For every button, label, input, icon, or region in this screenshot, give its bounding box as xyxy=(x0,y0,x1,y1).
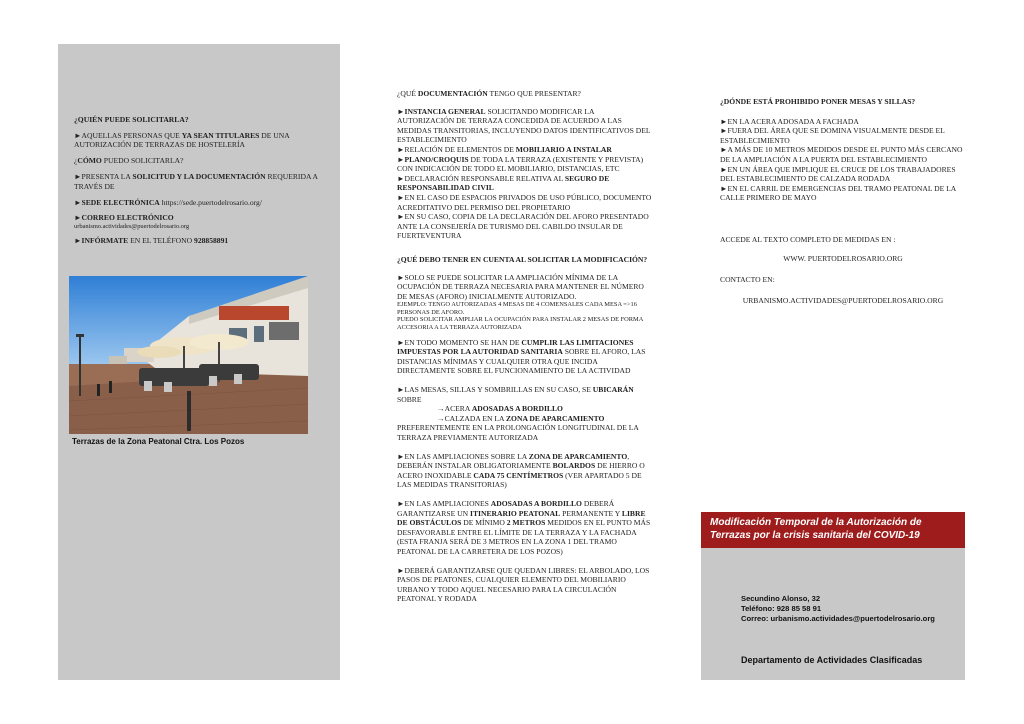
prohibited-item-3: ►A MÁS DE 10 METROS MEDIDOS DESDE EL PUNTO MÁS CERCANO DE LA AMPLIACIÓN A LA PUERTA DEL ESTABLECIMIENTO xyxy=(720,145,963,164)
telefono-info: ►INFÓRMATE EN EL TELÉFONO 928858891 xyxy=(74,236,229,246)
doc-item-plano: ►PLANO/CROQUIS DE TODA LA TERRAZA (EXISTENTE Y PREVISTA) CON INDICACIÓN DE TODO EL MOBILIARIO, DISTANCIAS, ETC xyxy=(397,154,644,174)
consider-example-1: EJEMPLO: TENGO AUTORIZADAS 4 MESAS DE 4 COMENSALES CADA MESA =>16 PERSONAS DE AFORO. xyxy=(397,301,637,316)
contact-address: Secundino Alonso, 32 xyxy=(741,594,821,603)
prohibited-item-2: ►FUERA DEL ÁREA QUE SE DOMINA VISUALMENTE DESDE EL ESTABLECIMIENTO xyxy=(720,126,945,145)
consider-item-libres: ►DEBERÁ GARANTIZARSE QUE QUEDAN LIBRES: EL ARBOLADO, LOS PASOS DE PEATONES, CUALQUIER ELEMENTO DEL MOBILIARIO URBANO Y TODO AQUEL NECESARIO PARA LA CIRCULACIÓN PEATONAL Y RODADA xyxy=(397,565,650,604)
question-consider: ¿QUÉ DEBO TENER EN CUENTA AL SOLICITAR LA MODIFICACIÓN? xyxy=(397,254,648,264)
brochure-title-banner: Modificación Temporal de la Autorización de Terrazas por la crisis sanitaria del COVID-19 xyxy=(701,512,965,548)
consider-ubicacion-calzada: →CALZADA EN LA ZONA DE APARCAMIENTO xyxy=(437,413,605,423)
right-column xyxy=(720,97,966,311)
consider-item-limitaciones: ►EN TODO MOMENTO SE HAN DE CUMPLIR LAS LIMITACIONES IMPUESTAS POR LA AUTORIDAD SANITARIA SOBRE EL AFORO, LAS DISTANCIAS MÍNIMAS Y CUALQUIER OTRA QUE INCIDA DIRECTAMENTE SOBRE EL FUNCIONAMIENTO DE LA ACTIVIDAD xyxy=(397,337,646,376)
contact-email[interactable]: Correo: urbanismo.actividades@puertodelrosario.org xyxy=(741,614,935,623)
middle-column xyxy=(397,89,652,610)
consider-item-aparcamiento: ►EN LAS AMPLIACIONES SOBRE LA ZONA DE APARCAMIENTO, DEBERÁN INSTALAR OBLIGATORIAMENTE BOLARDOS DE HIERRO O ACERO INOXIDABLE CADA 75 CENTÍMETROS (VER APARTADO 5 DE LAS MEDIDAS TRANSITORIAS) xyxy=(397,451,645,490)
sede-link[interactable]: https://sede.puertodelrosario.org/ xyxy=(159,197,262,207)
terrace-photo-illustration xyxy=(69,276,308,434)
consider-ubicacion-detail: PREFERENTEMENTE EN LA PROLONGACIÓN LONGITUDINAL DE LA TERRAZA PREVIAMENTE AUTORIZADA xyxy=(397,423,639,442)
prohibited-item-1: ►EN LA ACERA ADOSADA A FACHADA xyxy=(720,116,859,126)
terrace-photo xyxy=(69,276,308,434)
prohibited-item-4: ►EN UN ÁREA QUE IMPLIQUE EL CRUCE DE LOS TRABAJADORES DEL ESTABLECIMIENTO DE CALZADA RODADA xyxy=(720,164,956,184)
question-who: ¿QUIÉN PUEDE SOLICITARLA? xyxy=(74,115,189,124)
answer-how: ►PRESENTA LA SOLICITUD Y LA DOCUMENTACIÓN REQUERIDA A TRAVÉS DE xyxy=(74,172,318,191)
department-name: Departamento de Actividades Clasificadas xyxy=(741,655,923,665)
doc-item-seguro: ►DECLARACIÓN RESPONSABLE RELATIVA AL SEGURO DE RESPONSABILIDAD CIVIL xyxy=(397,173,610,193)
contact-phone: Teléfono: 928 85 58 91 xyxy=(741,604,822,613)
doc-item-aforo: ►EN SU CASO, COPIA DE LA DECLARACIÓN DEL AFORO PRESENTADO ANTE LA CONSEJERÍA DE TURISMO DEL CABILDO INSULAR DE FUERTEVENTURA xyxy=(397,212,649,241)
consider-example-2: PUEDO SOLICITAR AMPLIAR LA OCUPACIÓN PARA INSTALAR 2 MESAS DE FORMA ACCESORIA A LA TERRAZA AUTORIZADA xyxy=(397,316,643,332)
prohibited-item-5: ►EN EL CARRIL DE EMERGENCIAS DEL TRAMO PEATONAL DE LA CALLE PRIMERO DE MAYO xyxy=(720,183,956,203)
question-documentation: ¿QUÉ DOCUMENTACIÓN TENGO QUE PRESENTAR? xyxy=(397,89,581,98)
correo-label: ►CORREO ELECTRÓNICO xyxy=(74,213,174,223)
photo-caption: Terrazas de la Zona Peatonal Ctra. Los Pozos xyxy=(72,437,245,446)
answer-who: ►AQUELLAS PERSONAS QUE YA SEAN TITULARES DE UNA AUTORIZACIÓN DE TERRAZAS DE HOSTELERÍA xyxy=(74,130,290,150)
doc-item-instancia: ►INSTANCIA GENERAL SOLICITANDO MODIFICAR LA AUTORIZACIÓN DE TERRAZA CONCEDIDA DE ACUERDO A LAS MEDIDAS TRANSITORIAS, INCLUYENDO DATOS IDENTIFICATIVOS DEL ESTABLECIMIENTO xyxy=(397,106,651,145)
consider-item-minima: ►SOLO SE PUEDE SOLICITAR LA AMPLIACIÓN MÍNIMA DE LA OCUPACIÓN DE TERRAZA NECESARIA PARA MANTENER EL NÚMERO DE MESAS (AFORO) INICIALMENTE AUTORIZADO. xyxy=(397,272,644,301)
contact-label: CONTACTO EN: xyxy=(720,275,775,285)
left-column xyxy=(74,115,326,252)
correo-value[interactable]: urbanismo.actividades@puertodelrosario.org xyxy=(74,222,190,230)
sede-electronica: ►SEDE ELECTRÓNICA https://sede.puertodelrosario.org/ xyxy=(74,197,262,207)
consider-item-bordillo: ►EN LAS AMPLIACIONES ADOSADAS A BORDILLO DEBERÁ GARANTIZARSE UN ITINERARIO PEATONAL PERMANENTE Y LIBRE DE OBSTÁCULOS DE MÍNIMO 2 METROS MEDIDOS EN EL PUNTO MÁS DESFAVORABLE ENTRE EL LÍMITE DE LA TERRAZA Y LA FACHADA (ESTA FRANJA SERÁ DE 3 METROS EN LA ZONA 1 DEL TRAMO PEATONAL DE LA CARRETERA DE LOS POZOS) xyxy=(397,498,651,556)
question-how: ¿CÓMO PUEDO SOLICITARLA? xyxy=(74,155,184,165)
contact-details xyxy=(741,594,935,624)
doc-item-mobiliario: ►RELACIÓN DE ELEMENTOS DE MOBILIARIO A INSTALAR xyxy=(397,144,612,154)
consider-ubicacion-acera: →ACERA ADOSADAS A BORDILLO xyxy=(437,404,563,414)
contact-box xyxy=(701,548,965,680)
doc-item-privados: ►EN EL CASO DE ESPACIOS PRIVADOS DE USO PÚBLICO, DOCUMENTO ACREDITATIVO DEL PERMISO DEL PROPIETARIO xyxy=(397,192,652,212)
contact-email-link[interactable]: URBANISMO.ACTIVIDADES@PUERTODELROSARIO.ORG xyxy=(742,295,944,305)
access-text-label: ACCEDE AL TEXTO COMPLETO DE MEDIDAS EN : xyxy=(720,234,896,244)
question-prohibited: ¿DÓNDE ESTÁ PROHIBIDO PONER MESAS Y SILLAS? xyxy=(720,97,916,106)
consider-item-ubicacion: ►LAS MESAS, SILLAS Y SOMBRILLAS EN SU CASO, SE UBICARÁN SOBRE xyxy=(397,385,634,404)
website-link[interactable]: WWW. PUERTODELROSARIO.ORG xyxy=(783,253,903,263)
